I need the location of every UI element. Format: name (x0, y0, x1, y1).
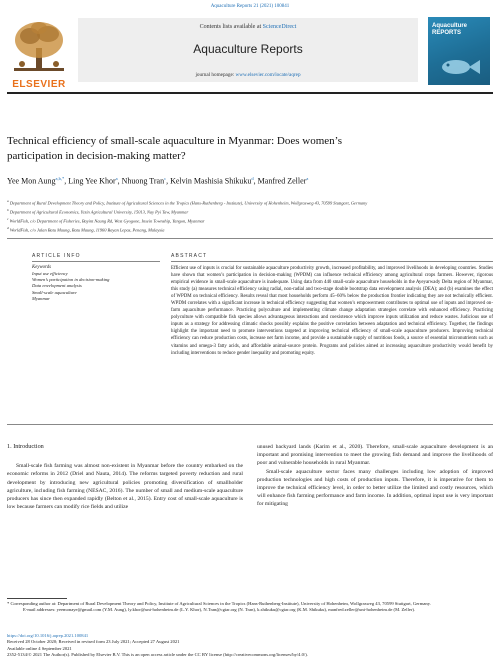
author-affil-sup[interactable]: d (251, 176, 254, 181)
body-paragraph: unused backyard lands (Karim et al., 2020). Therefore, small-scale aquaculture development is an important and promising intervention to meet the growing fish demand and improve the livelihoods of poor and vulnerable households in rural Myanmar. (257, 444, 493, 467)
corresponding-author-note: * Corresponding author at: Department of Rural Development Theory and Policy, Institute of Agricultural Sciences in the Tropics (Hans-Ruthenberg-Institute), University of Hohenheim, Wollgrasweg 43, 70599 Stuttgart, Germany. (7, 601, 431, 606)
body-column-left (7, 443, 243, 511)
contents-line (78, 24, 418, 30)
available-online: Available online 4 September 2021 (7, 645, 72, 651)
homepage-link[interactable]: www.elsevier.com/locate/aqrep (235, 72, 301, 78)
received-dates: Received 28 October 2020; Received in revised form 23 July 2021; Accepted 27 August 2021 (7, 639, 180, 645)
author-name[interactable]: Manfred Zeller (257, 176, 307, 186)
author-affil-sup[interactable]: a (115, 176, 118, 181)
keywords-label: Keywords (32, 265, 52, 270)
keyword-item: Small-scale aquaculture (32, 289, 77, 295)
abstract-text: Efficient use of inputs is crucial for sustainable aquaculture productivity growth, increased profitability, and improved livelihoods in developing countries. Studies have shown that women’s participation in decision-making (WPDM) can influence technical efficiency among agricultural crops farmers. However, rigorous empirical evidence in small-scale aquaculture is inadequate. Using data from 440 small-scale aquaculture households in the Ayeyarwady Delta region of Myanmar, this study (a) measures technical efficiency using radial, non-radial and two-stage double bootstrap data envelopment analysis (DEA); and (b) examines the effect of WPDM on technical efficiency. Results reveal that most households perform 45–60% below the production frontier indicating they are not technically efficient. WPDM correlates with a significant increase in technical efficiency suggesting that women’s empowerment contributes to optimal use of inputs and improved on-farm aquaculture performance. Practicing polyculture and implementing climate change adaptation strategies correlate with enhanced efficiency. Practicing polyculture with compatible fish species allows advantageous interactions and coexistence which improve inputs utilization and reduce wastes. Judicious use of inputs as a strategy for addressing climatic shocks possibly explains the positive correlation between adaptation and technical efficiency. Together, the findings highlight the important need to promote interventions targeted at improving technical efficiency of small-scale aquaculture producers. Improving technical efficiency can reduce production costs, increase net farm income, and provide a sustainable supply of nutritious foods, a source of essential micronutrients such as vitamins and omega-3 fatty acids, and affordable animal-source protein. Programs and policies aimed at increasing aquaculture productivity would benefit by including interventions to reduce gender inequality and promoting equity. (171, 266, 493, 356)
license-statement[interactable]: 2352-5134/© 2021 The Author(s). Published by Elsevier B.V. This is an open access article under the CC BY license (http://creativecommons.org/licenses/by/4.0/). (7, 651, 308, 657)
cover-title-line2: REPORTS (432, 30, 462, 36)
doi-link[interactable]: https://doi.org/10.1016/j.aqrep.2021.100841 (7, 633, 89, 638)
body-paragraph: Small-scale aquaculture sector faces many challenges including low adoption of improved production technologies and high costs of production inputs. Therefore, it is imperative for them to improve the technical efficiency level, in order to better utilize the limited and costly resources, which will enhance fish farming performance and farm income. In addition, optimal input use is very important for mitigating (257, 468, 493, 508)
footnotes (7, 601, 493, 614)
author-affil-sup[interactable]: a,b,* (55, 176, 65, 181)
author-name[interactable]: Ling Yee Khor (68, 176, 116, 186)
footnote-divider (7, 598, 67, 599)
email-addresses[interactable]: E-mail addresses: yeemonaye@gmail.com (Y.M. Aung), ly.khor@uni-hohenheim.de (L.Y. Khor), N.Tran@cgiar.org (N. Tran), k.shikuku@cgiar.org (K.M. Shikuku), manfred.zeller@uni-hohenheim.de (M. Zeller). (23, 607, 416, 613)
journal-cover-image[interactable] (428, 17, 490, 85)
abstract-rule (171, 261, 493, 262)
keyword-item: Data envelopment analysis (32, 283, 82, 289)
paper-title-line1: Technical efficiency of small-scale aquaculture in Myanmar: Does women’s (7, 135, 343, 147)
publisher-wordmark: ELSEVIER (12, 79, 66, 90)
affiliation-item: $^d$ WorldFish, c/o Jalan Batu Maung, Batu Maung, 11960 Bayan Lepas, Penang, Malaysia (7, 225, 165, 233)
elsevier-logo (8, 18, 70, 90)
section-heading-introduction: 1. Introduction (7, 443, 44, 450)
homepage-line (78, 72, 418, 78)
affiliation-list (7, 198, 493, 234)
keyword-item: Input use efficiency (32, 271, 68, 276)
paper-title-line2: participation in decision-making matter? (7, 150, 186, 162)
author-name[interactable]: Kelvin Mashisia Shikuku (170, 176, 252, 186)
affiliation-divider (7, 238, 493, 239)
author-name[interactable]: Nhuong Tran (121, 176, 165, 186)
affiliation-item: $^a$ Department of Rural Development Theory and Policy, Institute of Agricultural Sciences in the Tropics (Hans-Ruthenberg - Institute), University of Hohenheim, Wollgrasweg 43, 70599 Stuttgart, Germany (7, 199, 368, 206)
journal-reference[interactable]: Aquaculture Reports 21 (2021) 100841 (210, 4, 290, 9)
affiliation-item: $^b$ Department of Agricultural Economics, Yezin Agricultural University, 15013, Nay Pyi Taw, Myanmar (7, 207, 189, 215)
contents-prefix: Contents lists available at (199, 24, 263, 30)
author-name[interactable]: Yee Mon Aung (7, 176, 56, 186)
author-affil-sup[interactable]: c (164, 176, 167, 181)
keyword-item: Myanmar (32, 295, 50, 301)
publication-info (7, 633, 493, 658)
body-column-right (257, 443, 493, 509)
author-list: Yee Mon Aung$^{a,b,*}$, Ling Yee Khor$^a$, Nhuong Tran$^c$, Kelvin Mashisia Shikuku$^d$, Manfred Zeller$^a$ (7, 176, 309, 186)
affiliation-item: $^c$ WorldFish, c/o Department of Fisheries, Bayint Naung Rd, West Gyogone, Insein Township, Yangon, Myanmar (7, 216, 205, 224)
cover-title (432, 23, 467, 37)
paper-title (7, 134, 493, 164)
body-divider (7, 424, 493, 425)
elsevier-tree-icon (8, 18, 70, 74)
abstract-heading: ABSTRACT (171, 253, 208, 259)
article-info-rule (32, 261, 160, 262)
journal-title: Aquaculture Reports (193, 42, 303, 56)
article-info-heading: ARTICLE INFO (32, 253, 81, 259)
author-affil-sup[interactable]: a (306, 176, 309, 181)
header-divider (7, 92, 493, 94)
cover-title-line1: Aquaculture (432, 23, 468, 29)
keyword-item: Women’s participation in decision-making (32, 277, 110, 283)
sciencedirect-link[interactable]: ScienceDirect (262, 24, 297, 30)
homepage-prefix: journal homepage: (195, 72, 236, 78)
body-paragraph: Small-scale fish farming was almost non-existent in Myanmar before the country embarked on the economic reforms in 2012 (Driel and Nauta, 2014). The reforms targeted poverty reduction and rural development by introducing new agricultural policies promoting diversification of smallholder agriculture, including fish farming (NESAC, 2016). The number of small and medium-scale aquaculture producers has since then expanded rapidly (Belton et al., 2015). Entry cost of small-scale aquaculture is low because farmers can modify rice fields and utilize (7, 463, 243, 511)
keyword-list (32, 271, 109, 302)
fish-icon (436, 55, 482, 79)
